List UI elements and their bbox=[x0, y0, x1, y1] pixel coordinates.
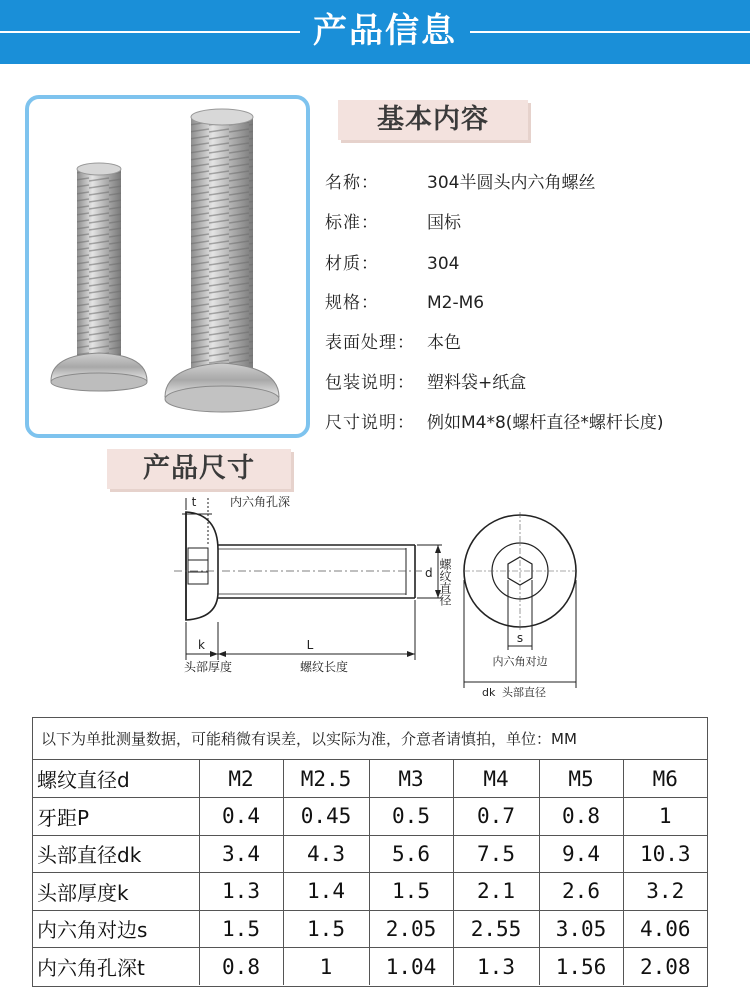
dimension-drawing bbox=[170, 490, 590, 700]
table-cell: 3.4 bbox=[199, 835, 283, 873]
table-cell: 5.6 bbox=[369, 835, 453, 873]
basic-info-label: 基本内容 bbox=[338, 100, 528, 140]
spec-value: 例如M4*8(螺杆直径*螺杆长度) bbox=[427, 413, 664, 433]
table-cell: M6 bbox=[623, 760, 707, 798]
spec-row-package bbox=[325, 368, 745, 398]
table-row bbox=[33, 910, 707, 948]
row-header: 头部直径dk bbox=[33, 835, 199, 873]
dim-thread-length-label: 螺纹长度 bbox=[300, 660, 349, 674]
table-cell: 1.56 bbox=[539, 948, 623, 986]
table-cell: 0.45 bbox=[283, 798, 369, 836]
spec-value: M2-M6 bbox=[427, 293, 485, 313]
table-cell: 1.5 bbox=[199, 910, 283, 948]
spec-row-surface bbox=[325, 328, 745, 358]
page-title: 产品信息 bbox=[313, 11, 457, 51]
table-cell: 0.5 bbox=[369, 798, 453, 836]
dim-head-thickness-label: 头部厚度 bbox=[184, 660, 233, 674]
table-row bbox=[33, 835, 707, 873]
table-cell: 10.3 bbox=[623, 835, 707, 873]
spec-value: 国标 bbox=[427, 213, 461, 233]
spec-row-standard bbox=[325, 208, 745, 238]
product-size-label: 产品尺寸 bbox=[107, 449, 291, 489]
table-cell: M4 bbox=[453, 760, 539, 798]
table-note: 以下为单批测量数据，可能稍微有误差，以实际为准，介意者请慎拍，单位：MM bbox=[33, 718, 707, 760]
spec-row-spec bbox=[325, 288, 745, 318]
spec-row-material bbox=[325, 249, 745, 279]
table-cell: 1.04 bbox=[369, 948, 453, 986]
dim-k-label: k bbox=[198, 638, 205, 652]
row-header: 内六角孔深t bbox=[33, 948, 199, 986]
table-cell: 2.05 bbox=[369, 910, 453, 948]
table-cell: 0.7 bbox=[453, 798, 539, 836]
dim-dk-label: dk bbox=[482, 686, 496, 699]
size-table bbox=[32, 717, 708, 987]
row-header: 牙距P bbox=[33, 798, 199, 836]
table-cell: 1.3 bbox=[453, 948, 539, 986]
table-cell: 1 bbox=[623, 798, 707, 836]
dim-s-label: s bbox=[516, 631, 524, 645]
row-header: 头部厚度k bbox=[33, 873, 199, 911]
spec-row-size-note bbox=[325, 408, 745, 438]
table-cell: 7.5 bbox=[453, 835, 539, 873]
table-cell: 9.4 bbox=[539, 835, 623, 873]
table-row bbox=[33, 798, 707, 836]
dim-hex-depth-label: 内六角孔深 bbox=[230, 495, 291, 509]
dim-d-label: d bbox=[425, 566, 433, 580]
table-cell: 1.4 bbox=[283, 873, 369, 911]
table-cell: 1.5 bbox=[283, 910, 369, 948]
table-cell: M2.5 bbox=[283, 760, 369, 798]
dim-hex-across-label: 内六角对边 bbox=[492, 655, 548, 668]
dim-t-label: t bbox=[191, 495, 197, 509]
spec-key: 尺寸说明： bbox=[325, 413, 415, 433]
dim-head-diameter-label: 头部直径 bbox=[502, 686, 546, 699]
table-cell: 2.6 bbox=[539, 873, 623, 911]
table-cell: 1.3 bbox=[199, 873, 283, 911]
dim-thread-diameter-label: 螺纹直径 bbox=[438, 558, 452, 606]
banner-line-right bbox=[470, 31, 750, 33]
table-cell: 2.08 bbox=[623, 948, 707, 986]
table-cell: 4.06 bbox=[623, 910, 707, 948]
table-cell: 2.1 bbox=[453, 873, 539, 911]
row-header: 内六角对边s bbox=[33, 910, 199, 948]
spec-value: 本色 bbox=[427, 333, 461, 353]
table-row bbox=[33, 760, 707, 798]
spec-row-name bbox=[325, 168, 745, 198]
screw-image bbox=[29, 99, 306, 434]
spec-key: 标准： bbox=[325, 213, 379, 233]
table-cell: 1 bbox=[283, 948, 369, 986]
spec-value: 304 bbox=[427, 254, 460, 274]
row-header: 螺纹直径d bbox=[33, 760, 199, 798]
banner-line-left bbox=[0, 31, 300, 33]
spec-key: 材质： bbox=[325, 254, 379, 274]
table-row bbox=[33, 948, 707, 986]
table-cell: M3 bbox=[369, 760, 453, 798]
table-cell: 0.8 bbox=[199, 948, 283, 986]
table-cell: 3.2 bbox=[623, 873, 707, 911]
table-cell: 3.05 bbox=[539, 910, 623, 948]
spec-key: 包装说明： bbox=[325, 373, 415, 393]
spec-key: 名称： bbox=[325, 173, 379, 193]
product-photo bbox=[25, 95, 310, 438]
table-cell: 0.4 bbox=[199, 798, 283, 836]
header-banner bbox=[0, 0, 750, 64]
spec-key: 规格： bbox=[325, 293, 379, 313]
table-cell: M2 bbox=[199, 760, 283, 798]
table-cell: M5 bbox=[539, 760, 623, 798]
table-cell: 0.8 bbox=[539, 798, 623, 836]
table-cell: 4.3 bbox=[283, 835, 369, 873]
spec-value: 304半圆头内六角螺丝 bbox=[427, 173, 596, 193]
table-cell: 2.55 bbox=[453, 910, 539, 948]
spec-key: 表面处理： bbox=[325, 333, 415, 353]
table-row bbox=[33, 873, 707, 911]
size-table-grid bbox=[33, 760, 707, 985]
table-cell: 1.5 bbox=[369, 873, 453, 911]
spec-value: 塑料袋+纸盒 bbox=[427, 373, 527, 393]
dim-l-label: L bbox=[306, 638, 314, 652]
